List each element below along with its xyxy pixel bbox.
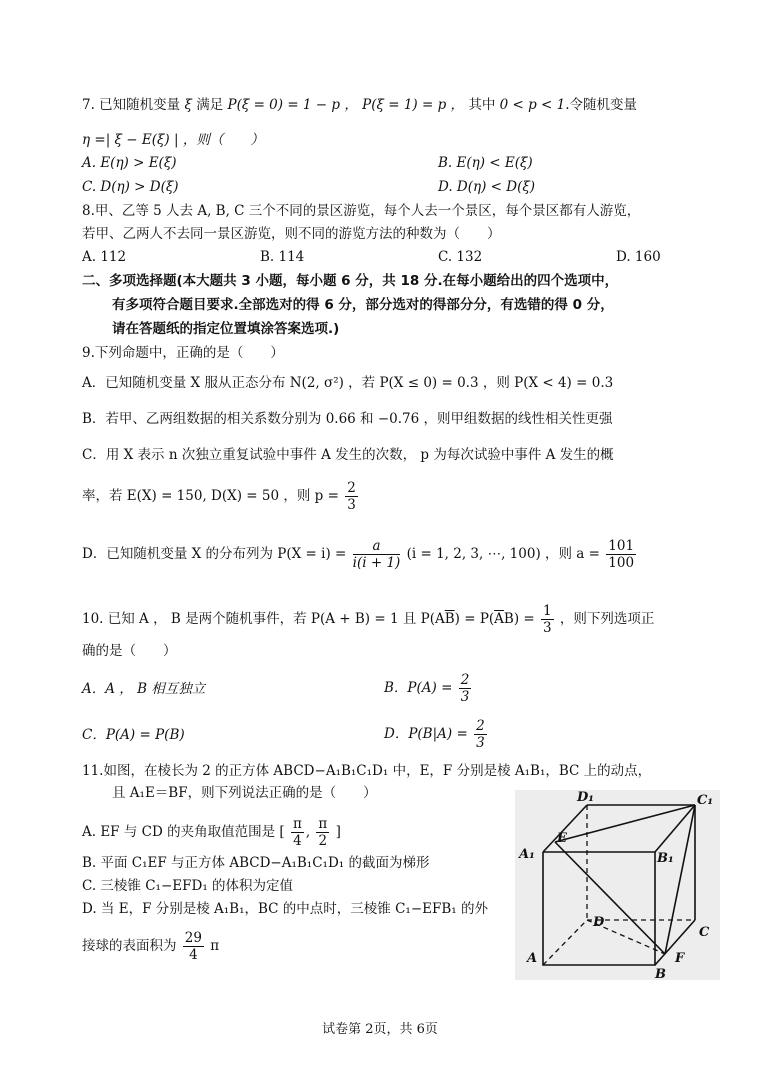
fraction: $\frac{2}{3}$ <box>476 718 485 751</box>
label-c1: C₁ <box>697 793 714 808</box>
q8-line2: 若甲、乙两人不去同一景区游览，则不同的游览方法的种数为（ ） <box>82 226 501 242</box>
q9-option-c-line2: 率，若 E(X) = 150, D(X) = 50 ，则 p = $\frac{2}{3}$ <box>82 480 356 513</box>
label-a: A <box>527 951 538 966</box>
fraction: $\frac{29}{4}$ <box>184 930 202 963</box>
q7-option-d: D. D(η) < D(ξ) <box>438 179 536 195</box>
page-footer: 试卷第 2页，共 6页 <box>322 1022 438 1037</box>
q8-line1: 8.甲、乙等 5 人去 A, B, C 三个不同的景区游览，每个人去一个景区，每个景区都有人游览， <box>82 203 641 219</box>
q7-option-c: C. D(η) > D(ξ) <box>82 179 179 195</box>
section2-header-line3: 请在答题纸的指定位置填涂答案选项.) <box>112 321 340 337</box>
q9-option-b: B．若甲、乙两组数据的相关系数分别为 0.66 和 −0.76 ，则甲组数据的线性相关性更强 <box>82 411 613 427</box>
fraction: $\frac{2}{3}$ <box>460 672 470 705</box>
q9-option-a: A．已知随机变量 X 服从正态分布 N(2, σ²) ，若 P(X ≤ 0) = 0.3 ，则 P(X < 4) = 0.3 <box>82 375 614 391</box>
q7-option-b: B. E(η) < E(ξ) <box>438 155 533 171</box>
fraction: $\frac{2}{3}$ <box>347 480 356 513</box>
q7-option-a: A. E(η) > E(ξ) <box>82 155 177 171</box>
label-d1: D₁ <box>577 790 594 805</box>
fraction: $\frac{101}{100}$ <box>608 538 635 571</box>
label-a1: A₁ <box>519 847 535 862</box>
q11-line1: 11.如图，在棱长为 2 的正方体 ABCD−A₁B₁C₁D₁ 中，E，F 分别是棱 A₁B₁，BC 上的动点， <box>82 763 652 779</box>
label-f: F <box>675 951 685 966</box>
q10-line1: 10. 已知 A ， B 是两个随机事件，若 P(A + B) = 1 且 $P(A\overline{B}) = P(\overline{A}B)$ = $\frac{1}{3}$ ，则下列选项正 <box>82 603 655 636</box>
q9-stem: 9.下列命题中，正确的是（ ） <box>82 345 284 361</box>
q7-line1: 7. 已知随机变量 ξ 满足 P(ξ = 0) = 1 − p ， P(ξ = 1) = p ， 其中 0 < p < 1.令随机变量 <box>82 97 638 113</box>
cube-figure <box>515 790 720 980</box>
fraction: $\frac{\pi}{4}$ <box>292 816 302 849</box>
figure-background <box>515 790 720 980</box>
q9-option-d: D．已知随机变量 X 的分布列为 P(X = i) = $\frac{a}{i(i + 1)}$ (i = 1, 2, 3, ⋯, 100) ，则 a = $\frac{101}{100}$ <box>82 538 635 571</box>
q11-option-a: A. EF 与 CD 的夹角取值范围是 [ $\frac{\pi}{4}$ , $\frac{\pi}{2}$ ] <box>82 816 341 849</box>
q10-option-c: C．P(A) = P(B) <box>82 727 185 743</box>
section2-header-line2: 有多项符合题目要求.全部选对的得 6 分，部分选对的得部分分，有选错的得 0 分， <box>112 297 614 313</box>
label-e: E <box>557 831 567 846</box>
label-b1: B₁ <box>657 851 674 866</box>
q11-line2: 且 A₁E＝BF，则下列说法正确的是（ ） <box>112 785 377 801</box>
label-d: D <box>593 915 605 930</box>
q11-option-d-line2: 接球的表面积为 $\frac{29}{4}$ π <box>82 930 220 963</box>
q8-option-a: A. 112 <box>82 249 127 265</box>
q8-option-d: D. 160 <box>616 249 661 265</box>
label-b: B <box>655 967 666 980</box>
fraction: $\frac{\pi}{2}$ <box>318 816 328 849</box>
q10-line2: 确的是（ ） <box>82 643 177 659</box>
q9-option-c-line1: C．用 X 表示 n 次独立重复试验中事件 A 发生的次数， p 为每次试验中事件 A 发生的概 <box>82 447 614 463</box>
q10-option-d: D．P(B|A) = $\frac{2}{3}$ <box>384 718 485 751</box>
q11-option-b: B. 平面 C₁EF 与正方体 ABCD−A₁B₁C₁D₁ 的截面为梯形 <box>82 855 430 871</box>
q8-option-c: C. 132 <box>438 249 483 265</box>
fraction: $\frac{1}{3}$ <box>543 603 552 636</box>
q11-option-d-line1: D. 当 E，F 分别是棱 A₁B₁，BC 的中点时，三棱锥 C₁−EFB₁ 的外 <box>82 901 488 917</box>
q8-option-b: B. 114 <box>260 249 305 265</box>
q10-option-b: B．P(A) = $\frac{2}{3}$ <box>384 672 470 705</box>
q10-option-a: A．A ， B 相互独立 <box>82 681 206 697</box>
fraction: $\frac{a}{i(i + 1)}$ <box>352 538 401 571</box>
section2-header-line1: 二、多项选择题(本大题共 3 小题，每小题 6 分，共 18 分.在每小题给出的四个选项中， <box>82 273 619 289</box>
label-c: C <box>699 925 710 940</box>
q7-line2: η =| ξ − E(ξ) | ，则（ ） <box>82 132 264 148</box>
q11-option-c: C. 三棱锥 C₁−EFD₁ 的体积为定值 <box>82 878 294 894</box>
